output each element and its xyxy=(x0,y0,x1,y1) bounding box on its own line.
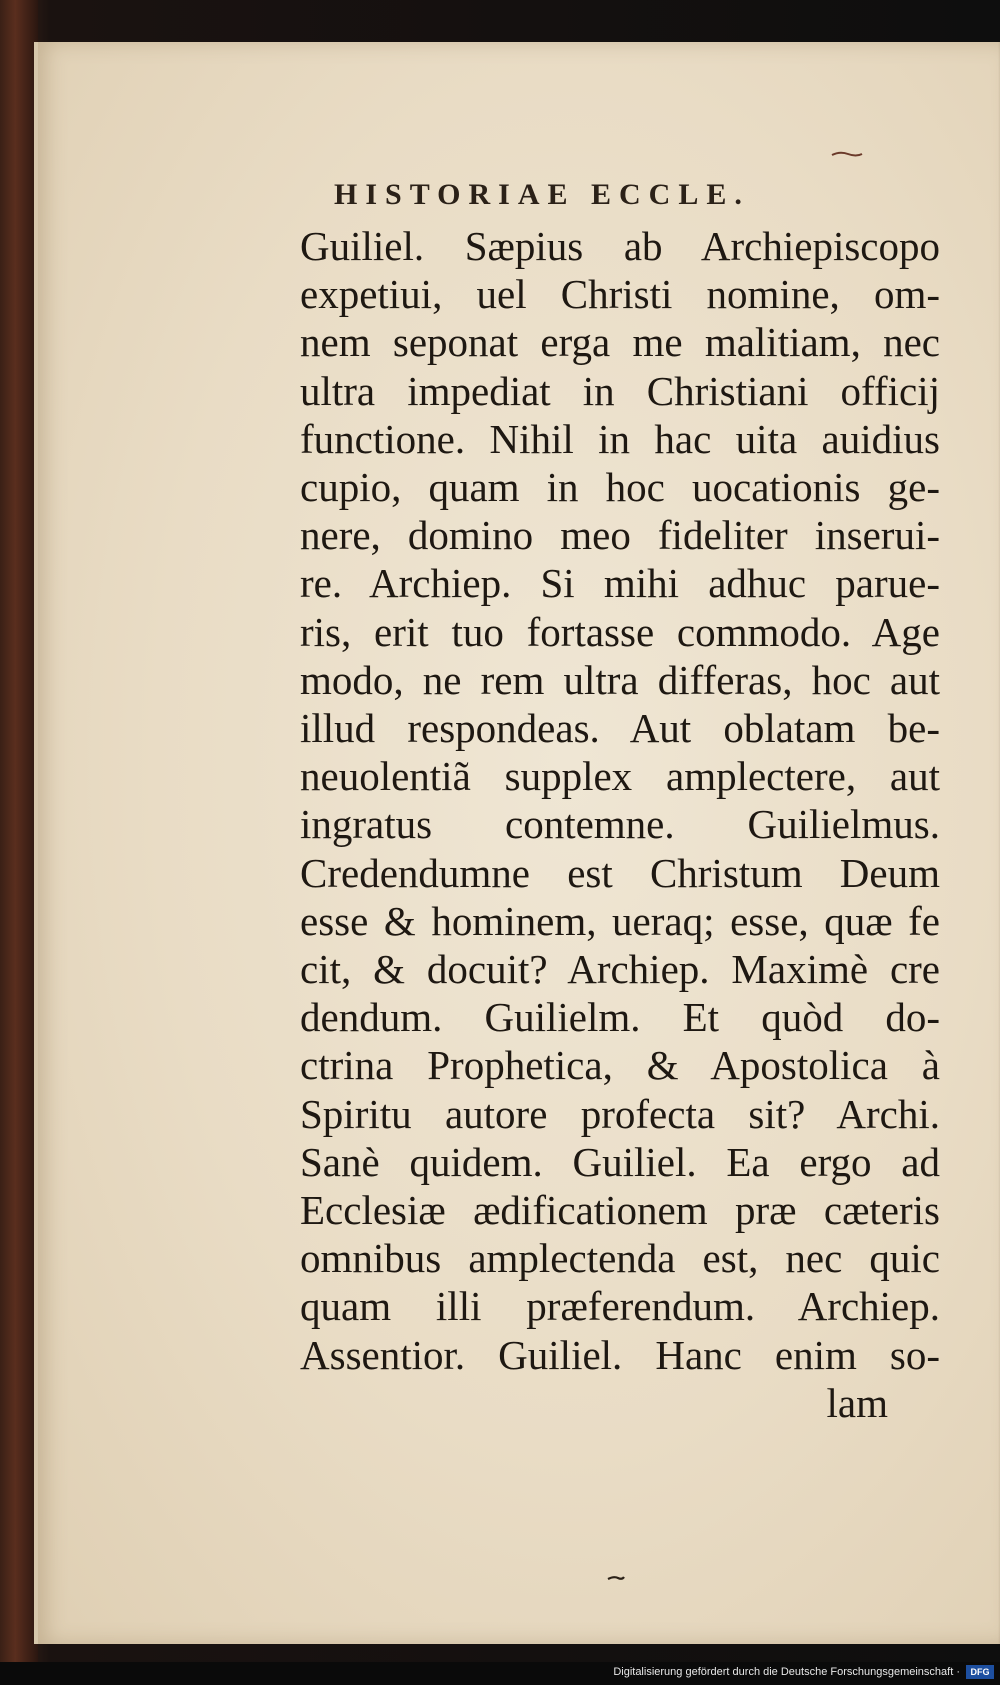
text-line: nem seponat erga me malitiam, nec xyxy=(300,319,940,366)
book-spine xyxy=(0,0,38,1685)
text-line: illud respondeas. Aut oblatam be- xyxy=(300,705,940,752)
text-line: functione. Nihil in hac uita auidius xyxy=(300,415,940,462)
text-line: dendum. Guilielm. Et quòd do- xyxy=(300,994,940,1041)
text-line: cit, & docuit? Archiep. Maximè cre xyxy=(300,946,940,993)
text-line: Credendumne est Christum Deum xyxy=(300,849,940,896)
ink-mark-top xyxy=(830,150,864,158)
body-text xyxy=(300,222,940,1427)
text-line: omnibus amplectenda est, nec quic xyxy=(300,1235,940,1282)
ink-mark-bottom xyxy=(606,1573,626,1583)
text-line: neuolentiã supplex amplectere, aut xyxy=(300,753,940,800)
running-head: HISTORIAE ECCLE. xyxy=(334,178,750,211)
text-line: nere, domino meo fideliter inserui- xyxy=(300,512,940,559)
dfg-logo: DFG xyxy=(966,1665,994,1679)
text-line: Spiritu autore profecta sit? Archi. xyxy=(300,1090,940,1137)
text-line: cupio, quam in hoc uocationis ge- xyxy=(300,464,940,511)
text-line: modo, ne rem ultra differas, hoc aut xyxy=(300,656,940,703)
text-line: quam illi præferendum. Archiep. xyxy=(300,1283,940,1330)
text-line: ingratus contemne. Guilielmus. xyxy=(300,801,940,848)
text-line: Assentior. Guiliel. Hanc enim so- xyxy=(300,1331,940,1378)
text-line: re. Archiep. Si mihi adhuc parue- xyxy=(300,560,940,607)
digitization-credit: Digitalisierung gefördert durch die Deutsche Forschungsgemeinschaft · xyxy=(613,1666,960,1678)
text-line: Guiliel. Sæpius ab Archiepiscopo xyxy=(300,223,940,269)
text-line: expetiui, uel Christi nomine, om- xyxy=(300,271,940,318)
text-line: esse & hominem, ueraq; esse, quæ fe xyxy=(300,897,940,944)
text-line: Ecclesiæ ædificationem præ cæteris xyxy=(300,1187,940,1234)
text-line: Sanè quidem. Guiliel. Ea ergo ad xyxy=(300,1138,940,1185)
text-line: ultra impediat in Christiani officij xyxy=(300,367,940,414)
text-line: ris, erit tuo fortasse commodo. Age xyxy=(300,608,940,655)
catchword: lam xyxy=(826,1379,888,1426)
text-line: ctrina Prophetica, & Apostolica à xyxy=(300,1042,940,1089)
